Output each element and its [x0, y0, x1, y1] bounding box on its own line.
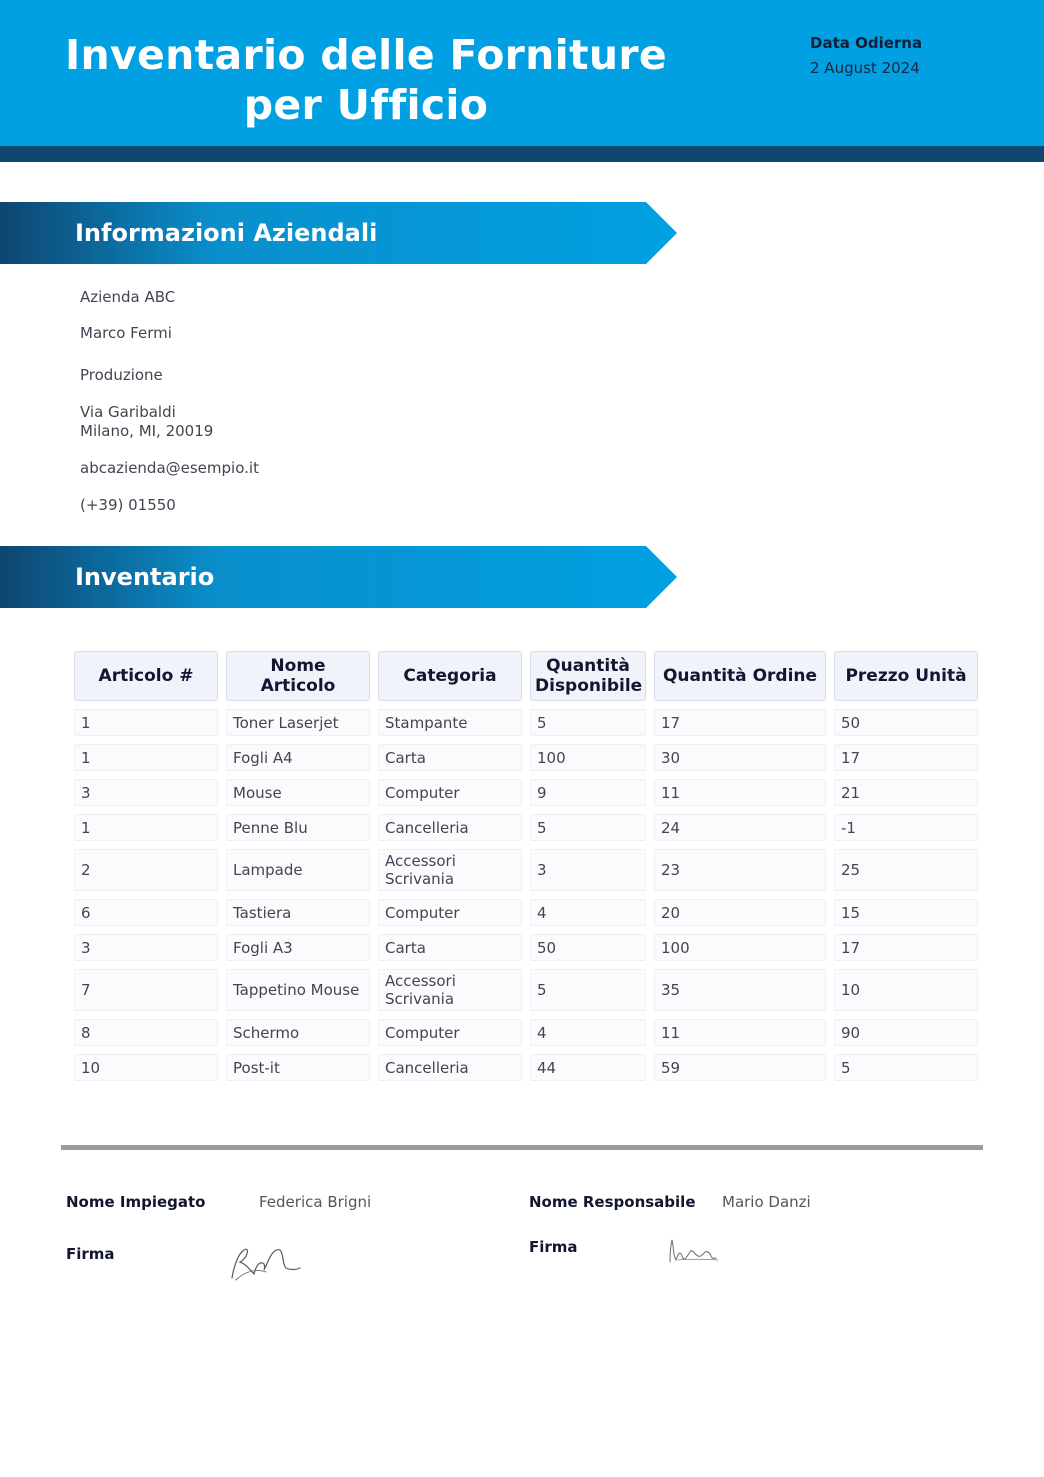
header-quantity-order: Quantità Ordine [654, 651, 826, 701]
section-title-inventory: Inventario [75, 563, 215, 591]
divider-line [61, 1145, 983, 1150]
cell-item-number: 7 [74, 969, 218, 1011]
cell-item-name: Lampade [226, 849, 370, 891]
cell-quantity-order: 100 [654, 934, 826, 961]
company-email: abcazienda@esempio.it [80, 459, 259, 477]
cell-quantity-order: 11 [654, 779, 826, 806]
company-name: Azienda ABC [80, 288, 176, 306]
table-row [74, 709, 978, 736]
section-title-company: Informazioni Aziendali [75, 219, 378, 247]
header-item-name: Nome Articolo [226, 651, 370, 701]
cell-quantity-order: 59 [654, 1054, 826, 1081]
cell-category: Accessori Scrivania [378, 969, 522, 1011]
employee-name-label: Nome Impiegato [66, 1193, 206, 1211]
cell-quantity-order: 30 [654, 744, 826, 771]
cell-unit-price: 50 [834, 709, 978, 736]
manager-name-label: Nome Responsabile [529, 1193, 696, 1211]
cell-item-number: 1 [74, 744, 218, 771]
table-row [74, 899, 978, 926]
cell-unit-price: 17 [834, 744, 978, 771]
cell-unit-price: 17 [834, 934, 978, 961]
table-header-row [74, 651, 978, 701]
company-phone: (+39) 01550 [80, 496, 176, 514]
cell-quantity-available: 5 [530, 969, 646, 1011]
cell-quantity-available: 9 [530, 779, 646, 806]
date-label: Data Odierna [810, 34, 923, 52]
table-row [74, 779, 978, 806]
cell-item-number: 3 [74, 779, 218, 806]
document-title: Inventario delle Forniture per Ufficio [64, 31, 668, 129]
company-street: Via Garibaldi [80, 403, 176, 421]
cell-quantity-available: 4 [530, 1019, 646, 1046]
employee-signature-label: Firma [66, 1245, 115, 1263]
header-band [0, 146, 1044, 162]
cell-item-name: Mouse [226, 779, 370, 806]
employee-name-value: Federica Brigni [259, 1193, 372, 1211]
date-value: 2 August 2024 [810, 59, 920, 77]
cell-item-name: Tappetino Mouse [226, 969, 370, 1011]
page-header [0, 0, 1044, 146]
date-block [810, 33, 922, 78]
cell-quantity-order: 35 [654, 969, 826, 1011]
cell-item-name: Penne Blu [226, 814, 370, 841]
cell-item-number: 3 [74, 934, 218, 961]
section-banner-inventory [0, 546, 680, 608]
cell-item-number: 2 [74, 849, 218, 891]
cell-item-number: 8 [74, 1019, 218, 1046]
cell-item-number: 1 [74, 814, 218, 841]
cell-quantity-available: 5 [530, 814, 646, 841]
cell-item-name: Tastiera [226, 899, 370, 926]
cell-item-name: Fogli A3 [226, 934, 370, 961]
table-row [74, 744, 978, 771]
company-department: Produzione [80, 366, 163, 384]
company-contact: Marco Fermi [80, 324, 172, 342]
cell-item-number: 6 [74, 899, 218, 926]
cell-item-name: Schermo [226, 1019, 370, 1046]
cell-item-name: Post-it [226, 1054, 370, 1081]
cell-item-number: 1 [74, 709, 218, 736]
manager-signature-image [664, 1236, 724, 1268]
cell-unit-price: -1 [834, 814, 978, 841]
cell-category: Carta [378, 744, 522, 771]
cell-quantity-available: 100 [530, 744, 646, 771]
section-banner-company [0, 202, 680, 264]
cell-quantity-available: 44 [530, 1054, 646, 1081]
cell-category: Computer [378, 779, 522, 806]
cell-unit-price: 21 [834, 779, 978, 806]
cell-category: Accessori Scrivania [378, 849, 522, 891]
cell-quantity-order: 23 [654, 849, 826, 891]
cell-unit-price: 25 [834, 849, 978, 891]
cell-category: Stampante [378, 709, 522, 736]
manager-name-value: Mario Danzi [722, 1193, 811, 1211]
cell-item-name: Toner Laserjet [226, 709, 370, 736]
header-category: Categoria [378, 651, 522, 701]
cell-category: Cancelleria [378, 1054, 522, 1081]
cell-quantity-available: 3 [530, 849, 646, 891]
header-quantity-available: Quantità Disponibile [530, 651, 646, 701]
table-row [74, 849, 978, 891]
cell-category: Cancelleria [378, 814, 522, 841]
cell-unit-price: 90 [834, 1019, 978, 1046]
cell-category: Carta [378, 934, 522, 961]
cell-quantity-order: 11 [654, 1019, 826, 1046]
cell-quantity-available: 50 [530, 934, 646, 961]
table-row [74, 1019, 978, 1046]
header-item-number: Articolo # [74, 651, 218, 701]
table-row [74, 814, 978, 841]
cell-category: Computer [378, 1019, 522, 1046]
cell-item-name: Fogli A4 [226, 744, 370, 771]
table-row [74, 969, 978, 1011]
cell-quantity-available: 5 [530, 709, 646, 736]
manager-signature-label: Firma [529, 1238, 578, 1256]
inventory-table [66, 643, 986, 1089]
table-row [74, 934, 978, 961]
cell-quantity-order: 20 [654, 899, 826, 926]
cell-unit-price: 5 [834, 1054, 978, 1081]
cell-unit-price: 10 [834, 969, 978, 1011]
company-city: Milano, MI, 20019 [80, 422, 214, 440]
cell-quantity-order: 17 [654, 709, 826, 736]
table-row [74, 1054, 978, 1081]
header-unit-price: Prezzo Unità [834, 651, 978, 701]
cell-category: Computer [378, 899, 522, 926]
employee-signature-image [226, 1242, 306, 1284]
cell-item-number: 10 [74, 1054, 218, 1081]
cell-quantity-available: 4 [530, 899, 646, 926]
cell-unit-price: 15 [834, 899, 978, 926]
cell-quantity-order: 24 [654, 814, 826, 841]
